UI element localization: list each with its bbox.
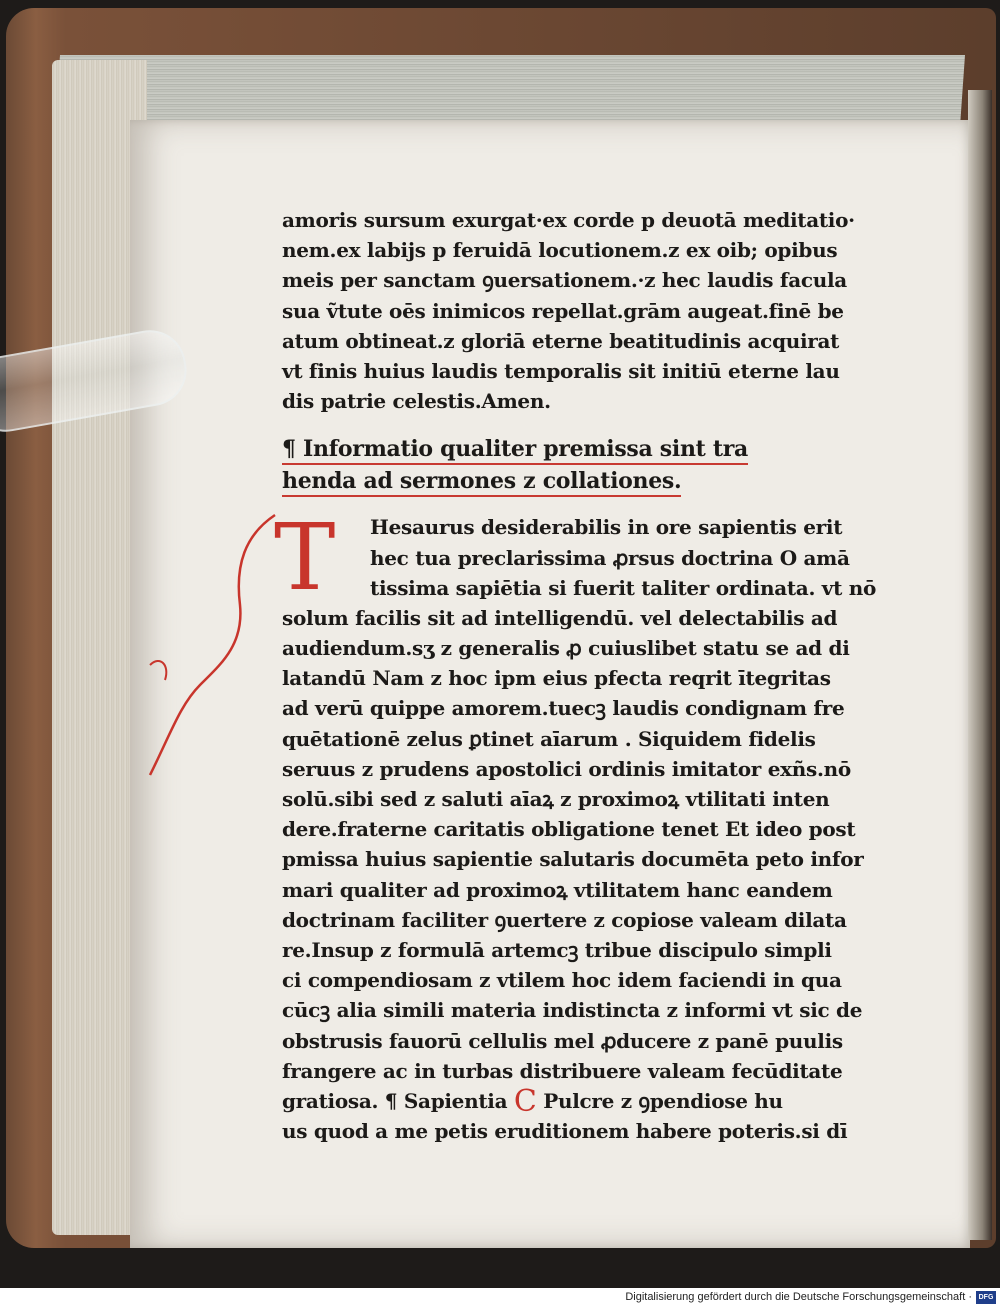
page-top-edges	[55, 55, 965, 125]
text-line: quētationē zelus ꝑtinet aīarum . Siquidem fidelis	[282, 726, 816, 751]
red-paragraph-mark: C	[513, 1083, 537, 1119]
heading-line: henda ad sermones z collationes.	[282, 468, 681, 497]
text-line: frangere ac in turbas distribuere valeam fecūditate	[282, 1058, 843, 1083]
rubric-flourish	[140, 495, 290, 795]
text-line: audiendum.sʒ z generalis ꝓ cuiuslibet statu se ad di	[282, 636, 850, 661]
rubricated-initial: T	[274, 504, 336, 612]
text-line: obstrusis fauorū cellulis mel ꝓducere z panē puulis	[282, 1028, 843, 1053]
main-paragraph	[274, 504, 882, 1146]
text-line: mari qualiter ad proximoꝝ vtilitatem hanc eandem	[282, 877, 833, 902]
credit-footer	[0, 1288, 1000, 1308]
text-line: Hesaurus desiderabilis in ore sapientis erit	[370, 515, 843, 540]
text-line: ci compendiosam z vtilem hoc idem faciendi in qua	[282, 968, 842, 993]
dfg-logo: DFG	[976, 1291, 996, 1304]
page-text	[274, 205, 882, 1146]
section-heading	[282, 434, 882, 498]
text-line: sua ṽtute oēs inimicos repellat.grām augeat.finē be	[282, 298, 844, 323]
text-line: tissima sapiētia si fuerit taliter ordinata. vt nō	[370, 575, 876, 600]
text-line: latandū Nam z hoc ipm eius pfecta reqrit ītegritas	[282, 666, 831, 691]
text-line: us quod a me petis eruditionem habere poteris.si dī	[282, 1119, 848, 1144]
text-line: pmissa huius sapientie salutaris documēta peto infor	[282, 847, 864, 872]
text-line: seruus z prudens apostolici ordinis imitator exñs.nō	[282, 756, 851, 781]
text-line: doctrinam faciliter ꝯuertere z copiose valeam dilata	[282, 907, 847, 932]
text-line: re.Insup z formulā artemcꝫ tribue discipulo simpli	[282, 937, 832, 962]
text-line: atum obtineat.z gloriā eterne beatitudinis acquirat	[282, 328, 840, 353]
text-line: ad verū quippe amorem.tuecꝫ laudis condignam fre	[282, 696, 845, 721]
sapientia-continuation: Pulcre z ꝯpendiose hu	[543, 1088, 783, 1113]
text-line: solū.sibi sed z saluti aīaꝝ z proximoꝝ vtilitati inten	[282, 787, 830, 811]
text-line: nem.ex labijs p feruidā locutionem.z ex oib; opibus	[282, 238, 838, 263]
closing-paragraph	[282, 205, 882, 416]
funding-credit: Digitalisierung gefördert durch die Deutsche Forschungsgemeinschaft ·	[625, 1291, 972, 1303]
sapientia-lead: gratiosa. ¶ Sapientia	[282, 1088, 508, 1113]
book-gutter	[968, 90, 992, 1240]
heading-line: ¶ Informatio qualiter premissa sint tra	[282, 436, 748, 465]
text-line: cūcꝫ alia simili materia indistincta z informi vt sic de	[282, 998, 863, 1023]
text-line: amoris sursum exurgat·ex corde p deuotā meditatio·	[282, 208, 855, 232]
text-line: dere.fraterne caritatis obligatione tenet Et ideo post	[282, 817, 856, 842]
text-line	[282, 1083, 882, 1119]
text-line: vt finis huius laudis temporalis sit initiū eterne lau	[282, 358, 840, 383]
text-line: hec tua preclarissima ꝓrsus doctrina O amā	[370, 545, 850, 570]
text-line: meis per sanctam ꝯuersationem.·z hec laudis facula	[282, 268, 847, 293]
text-line: dis patrie celestis.Amen.	[282, 389, 551, 414]
text-line: solum facilis sit ad intelligendū. vel delectabilis ad	[282, 605, 838, 630]
